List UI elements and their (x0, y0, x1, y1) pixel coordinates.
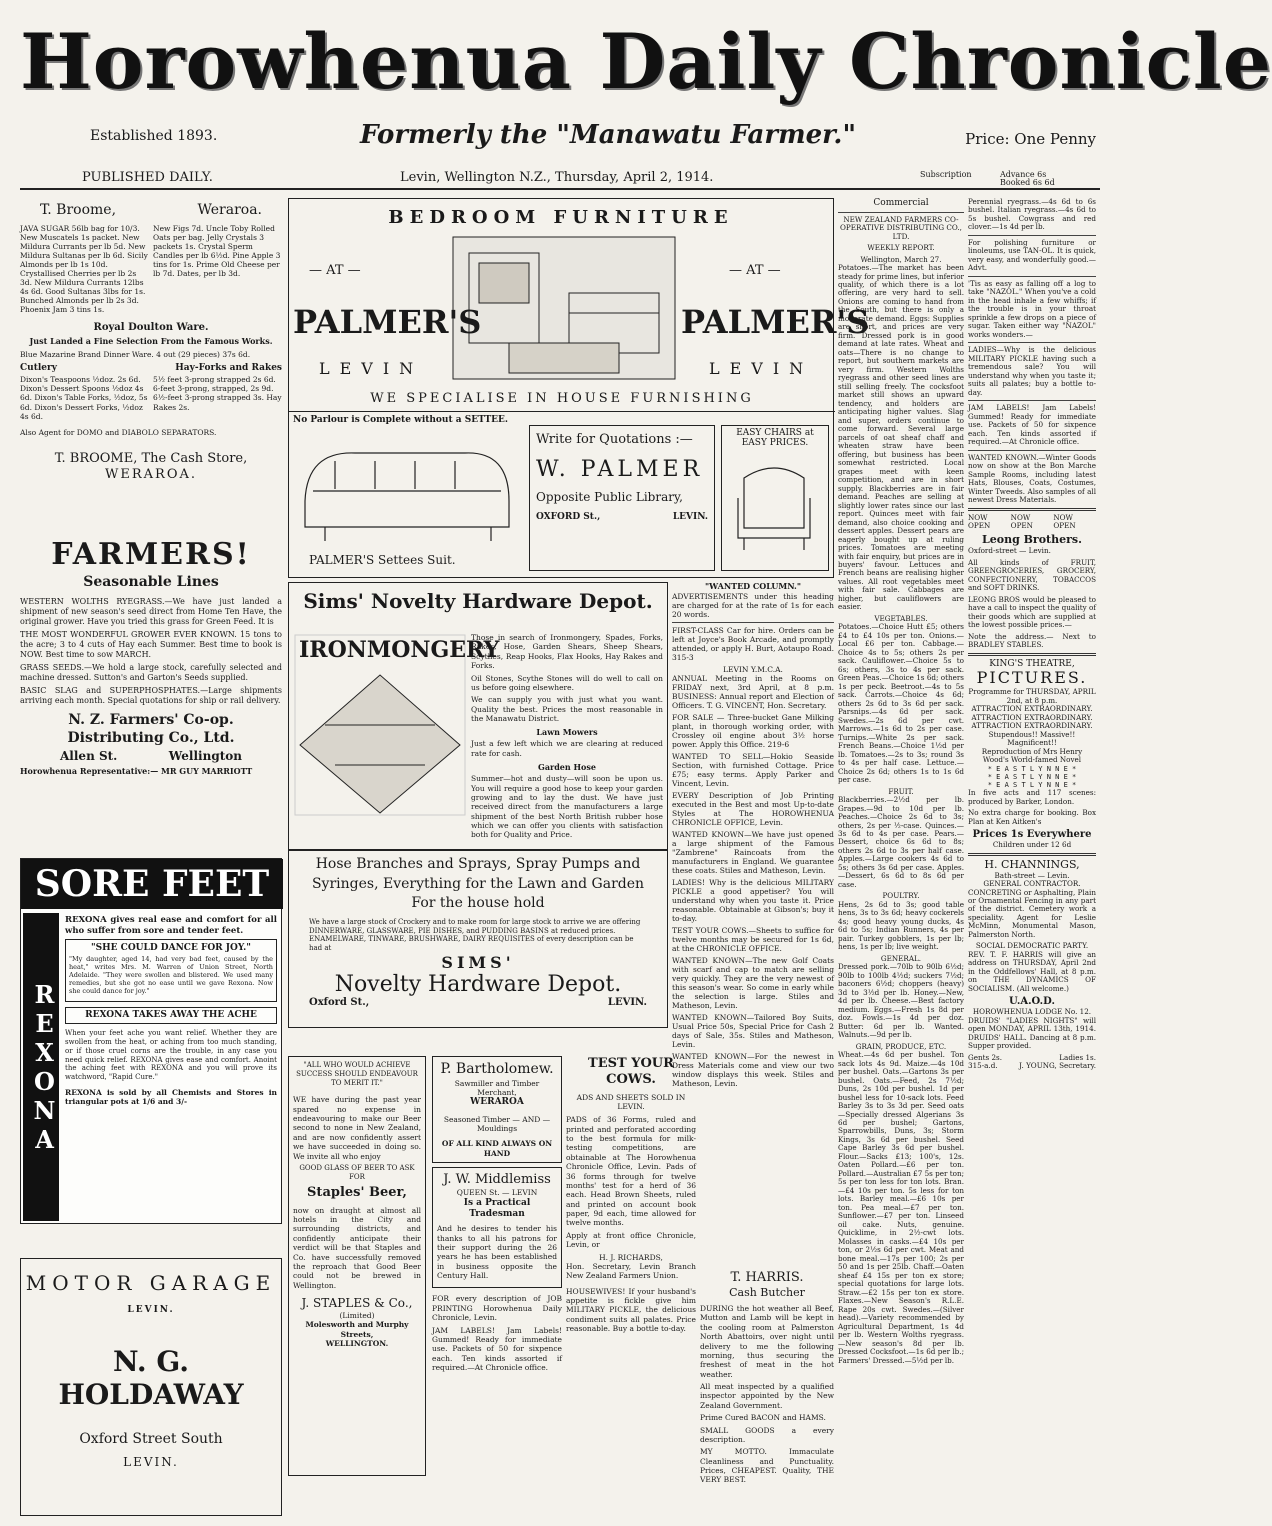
open-label: OPEN (968, 520, 991, 530)
gents-price: Gents 2s. (968, 1052, 1003, 1062)
fruit-heading: FRUIT. (888, 786, 914, 796)
general-heading: GENERAL. (880, 953, 922, 963)
wanted-item: LADIES! Why is the delicious MILITARY PICKLE a good appetiser? You will understand why when you taste it. Price reasonable. Obtainable at Gibson's; buy it to-day. (672, 877, 834, 923)
uaod-title: U.A.O.D. (1009, 996, 1055, 1008)
broome-place: Weraroa. (197, 202, 262, 218)
now-open (968, 514, 1011, 531)
rexona-advert (20, 858, 282, 1224)
contractor: GENERAL CONTRACTOR. (983, 879, 1081, 889)
palmer-opposite: Opposite Public Library, (536, 490, 683, 504)
palmer-advert (288, 198, 870, 578)
palmer-levin: LEVIN. (672, 512, 708, 522)
testcows-title: TEST YOUR COWS. (588, 1056, 674, 1088)
nazol-notice: 'Tis as easy as falling off a log to take "NAZOL." When you've a cold in the head inhale a few whiffs; if the trouble is in your throat sprinkle a few drops on a piece of sugar. Taken either way "NAZOL" works wonders.— (968, 278, 1096, 339)
testcows-richards: H. J. RICHARDS, (599, 1252, 663, 1262)
channings-name: H. CHANNINGS, (984, 857, 1080, 871)
east-lynne-line: * E A S T L Y N N E * (987, 781, 1077, 790)
far-right-rule (968, 450, 1096, 451)
sims-advert-lower (288, 850, 668, 1028)
bartholomew-advert (432, 1056, 562, 1163)
ladies-notice: LADIES—Why is the delicious MILITARY PICKLE having such a tremendous sale? You will understand why when you taste it; suits all palates; buy a bottle to-day. (968, 345, 1096, 397)
bartholomew-place: WERAROA (470, 1097, 524, 1108)
prices-everywhere: Prices 1s Everywhere (972, 829, 1092, 841)
far-right-rule (968, 400, 1096, 401)
wanted-item: WANTED TO SELL—Hokio Seaside Section, with furnished Cottage. Price £75; easy terms. Apply Parker and Vincent, Levin. (672, 751, 834, 788)
job-jam: JAM LABELS! Jam Labels! Gummed! Ready for immediate use. Packets of 50 for sixpence each. Ten kinds assorted if required.—At Chronicle office. (432, 1325, 562, 1372)
staples-addr: Molesworth and Murphy Streets, (305, 1320, 409, 1339)
druids-secretary: J. YOUNG, Secretary. (1019, 1061, 1096, 1071)
rexona-lead: REXONA gives real ease and comfort for all who suffer from sore and tender feet. (65, 915, 277, 936)
wanted-item: WANTED KNOWN—Tailored Boy Suits, Usual Price 50s, Special Price for Cash 2 days of Sale, 35s. Stiles and Matheson, Levin. (672, 1012, 834, 1049)
druids-footer (968, 1062, 1096, 1070)
now-label: NOW (1053, 512, 1073, 522)
palmer-at-right: — AT — (729, 263, 781, 278)
commercial-column (838, 198, 964, 1516)
children-price: Children under 12 6d (992, 840, 1072, 850)
mazarine-line: Blue Mazarine Brand Dinner Ware. 4 out (29 pieces) 37s 6d. (20, 350, 251, 359)
grain-heading: GRAIN, PRODUCE, ETC. (855, 1041, 947, 1051)
testcows-body: PADS of 36 Forms, ruled and printed and perforated according to the best formula for milk-testing competitions, are obtainable at The Horowhenua Chronicle Office, Levin. Pads of 36 forms through for twelve months' test for a herd of 36 each. Head Brown Sheets, ruled and printed on account book paper, 9d each, time allowed for twelve months. (566, 1115, 696, 1228)
pictures-title: PICTURES. (976, 668, 1088, 688)
broome-prices-right: New Figs 7d. Uncle Toby Rolled Oats per bag. Jelly Crystals 3 packets 1s. Crystal Sperm Candles per lb 6½d. Pine Apple 3 tins for 1s. Prime Old Cheese per lb 7d. Dates, per lb 3d. (153, 223, 281, 278)
palmer-name-left: PALMER'S (293, 303, 482, 341)
newspaper-masthead: Horowhenua Daily Chronicle (20, 17, 1272, 106)
broome-store: T. BROOME, The Cash Store, (54, 450, 248, 466)
staples-city: WELLINGTON. (325, 1339, 389, 1349)
published-daily: PUBLISHED DAILY. (82, 170, 213, 185)
palmer-write: Write for Quotations :— (536, 432, 693, 447)
established-date: Established 1893. (90, 128, 218, 144)
wanted-intro: ADVERTISEMENTS under this heading are charged for at the rate of 1s for each 20 words. (672, 591, 834, 619)
leong-txt: All kinds of FRUIT, GREENGROCERIES, GROCERY, CONFECTIONERY, TOBACCOS and SOFT DRINKS. (968, 557, 1096, 593)
subscription-booked: Booked 6s 6d (1000, 178, 1055, 187)
farmers-p1: WESTERN WOLTHS RYEGRASS.—We have just landed a shipment of new season's seed direct from Home Ten Have, the original grower. Have you tried this grass for Green Feed. It is (20, 597, 282, 626)
wanted-title: "WANTED COLUMN." (704, 581, 802, 591)
staples-brand: Staples' Beer, (307, 1185, 407, 1201)
sims-name: SIMS' (441, 952, 515, 972)
testcows-hon: Hon. Secretary, Levin Branch New Zealand Farmers Union. (566, 1261, 696, 1281)
middlemiss-advert (432, 1167, 562, 1288)
farmers-union: N. Z. Farmers' Co-op. Distributing Co., Ltd. (67, 712, 235, 746)
east-lynne-line: * E A S T L Y N N E * (987, 772, 1077, 781)
harris-address: REV. T. F. HARRIS will give an address on THURSDAY, April 2nd in the Oddfellows' Hall, at 8 p.m. on THE DYNAMICS OF SOCIALISM. (All welcome.) (968, 949, 1096, 993)
sims-title: Sims' Novelty Hardware Depot. (303, 589, 653, 613)
palmer-divider (289, 411, 835, 412)
staples-name: J. STAPLES & Co., (301, 1296, 413, 1310)
farmers-p2: THE MOST WONDERFUL GROWER EVER KNOWN. 15 tons to the acre; 3 to 4 cuts of Hay each Summer. Best time to book is NOW. Best time to sow MARCH. (20, 630, 282, 659)
palmer-heading: BEDROOM FURNITURE (388, 207, 734, 228)
garage-town: LEVIN. (123, 1455, 179, 1469)
palmer-town-right: LEVIN (709, 359, 814, 378)
middlemiss-name: J. W. Middlemiss (443, 1172, 551, 1187)
farmers-advert (20, 536, 282, 856)
far-right-double-rule (968, 508, 1096, 511)
broome-prices-left: JAVA SUGAR 56lb bag for 10/3. New Muscatels 1s packet. New Mildura Currants per lb 5d. New Mildura Sultanas per lb 6d. Sicily Almonds per lb 1s 10d. Crystallised Cherries per lb 2s 3d. New Mildura Currants 12lbs 4s 6d. Good Sultanas 3lbs for 1s. Bunched Almonds per lb 2s 3d. Phoenix Jam 3 tins 1s. (20, 223, 148, 314)
palmer-at-right-text: AT (746, 263, 764, 278)
staples-advert (288, 1056, 426, 1476)
broome-name: T. Broome, (40, 202, 117, 218)
formerly-tagline: Formerly the "Manawatu Farmer." (360, 120, 857, 150)
rexona-testimony: "My daughter, aged 14, had very bad feet, caused by the heat," writes Mrs. M. Warren of Union Street, North Adelaide. "They were swollen and blistered. We used many remedies, but she got no ease until we gave Rexona. Now she could dance for joy." (69, 954, 273, 995)
poultry-heading: POULTRY. (882, 891, 920, 901)
wellington-label: Wellington (168, 749, 242, 763)
wanted-item: FOR SALE — Three-bucket Gane Milking plant, in thorough working order, with Crossley oil engine about 3½ horse power. Apply this Office. 219-6 (672, 712, 834, 749)
test-cows-advert (566, 1056, 696, 1516)
leong-addr: Oxford-street — Levin. (968, 546, 1051, 556)
veg-heading: VEGETABLES. (874, 613, 928, 623)
bartholomew-name: P. Bartholomew. (440, 1061, 554, 1077)
harris-trade: Cash Butcher (729, 1286, 805, 1300)
hayforks-heading: Hay-Forks and Rakes (175, 363, 282, 374)
palmer-wname: W. PALMER (536, 457, 704, 482)
bartholomew-timber: Seasoned Timber — AND — Mouldings (443, 1114, 551, 1133)
garage-owner: N. G. HOLDAWAY (58, 1345, 244, 1411)
wanted-item: LEVIN Y.M.C.A. (723, 664, 783, 674)
polish-notice: For polishing furniture or linoleums, use TAN-OL. It is quick, very easy, and wonderfully good.—Advt. (968, 237, 1096, 273)
sims-hose-txt: Summer—hot and dusty—will soon be upon us. You will require a good hose to keep your garden growing and to lay the dust. We have just received direct from the manufacturers a large shipment of the best North British rubber hose which we can offer you clients with satisfaction both for Quality and Price. (471, 774, 663, 840)
palmer-easy: EASY CHAIRS at EASY PRICES. (736, 428, 814, 448)
garage-street: Oxford Street South (79, 1431, 223, 1447)
now-open-row (968, 514, 1096, 531)
now-open (1053, 514, 1096, 531)
doulton-sub: Just Landed a Fine Selection From the Famous Works. (29, 336, 273, 346)
open-label: OPEN (1053, 520, 1076, 530)
now-label: NOW (968, 512, 988, 522)
broome-store-place: WERAROA. (105, 467, 197, 483)
price-label: Price: One Penny (965, 130, 1096, 148)
now-label: NOW (1010, 512, 1031, 522)
far-right-column (968, 198, 1096, 1516)
palmer-parlour: No Parlour is Complete without a SETTEE. (293, 415, 509, 425)
motor-garage-advert (20, 1258, 282, 1516)
subscription-label: Subscription (920, 170, 972, 179)
staples-header: "ALL WHO WOULD ACHIEVE SUCCESS SHOULD ENDEAVOUR TO MERIT IT." (296, 1061, 418, 1087)
harris-motto: MY MOTTO. Immaculate Cleanliness and Punctuality. Prices, CHEAPEST. Quality, THE VERY BEST. (700, 1447, 834, 1485)
sims-advert (288, 582, 668, 850)
sims-big: Hose Branches and Sprays, Spray Pumps and Syringes, Everything for the Lawn and Garden For the house hold (311, 856, 645, 912)
bartholomew-all: OF ALL KIND ALWAYS ON HAND (441, 1139, 553, 1158)
palmer-name-right: PALMER'S (681, 303, 870, 341)
harris-bacon: Prime Cured BACON and HAMS. (700, 1413, 826, 1423)
commercial-weekly: WEEKLY REPORT. (867, 243, 935, 253)
druids-notice: DRUIDS' "LADIES NIGHTS" will open MONDAY, APRIL 13th, 1914. DRUIDS' HALL. Dancing at 8 p.m. Supper provided. (968, 1015, 1096, 1051)
poultry-lines: Hens, 2s 6d to 3s; good table hens, 3s to 3s 6d; heavy cockerels 4s; good heavy young ducks, 4s 6d to 5s; Indian Runners, 4s per pair. Turkey gobblers, 1s per lb; hens, 1s per lb; live weight. (838, 899, 964, 952)
wanted-winter: WANTED KNOWN.—Winter Goods now on show at the Bon Marche Sample Rooms, including latest Hats, Blouses, Coats, Costumes, Winter Tweeds. Also samples of all newest Dress Materials. (968, 452, 1096, 505)
wanted-item: EVERY Description of Job Printing executed in the Best and most Up-to-date Styles at The HOROWHENUA CHRONICLE OFFICE, Levin. (672, 790, 834, 827)
wanted-item: WANTED KNOWN—The new Golf Coats with scarf and cap to match are selling very quickly. They are the very newest of this season's wear. So come in early while the selection is large. Stiles and Matheson, Levin. (672, 955, 834, 1010)
job-house: HOUSEWIVES! If your husband's appetite is fickle give him MILITARY PICKLE, the delicious condiment suits all palates. Price reasonable. Buy a bottle to-day. (566, 1286, 696, 1334)
palmer-settees: PALMER'S Settees Suit. (309, 553, 456, 567)
wanted-column (672, 581, 834, 1088)
testcows-apply: Apply at front office Chronicle, Levin, or (566, 1230, 696, 1250)
wanted-rule (672, 622, 834, 623)
far-right-double-rule (968, 853, 1096, 856)
now-open (1011, 514, 1054, 531)
commercial-date: Wellington, March 27. (860, 254, 942, 264)
grain-lines: Wheat.—4s 6d per bushel. Ton sack lots 4s 9d. Maize.—4s 10d per bushel. Oats.—Gartons 3s per bushel. Oats.—Feed, 2s 7½d; Duns, 2s 10d per bushel. 1d per bushel less for 10-sack lots. Feed Barley 3s to 3s 3d per. Seed oats—Specially dressed Algerians 3s 6d per bushel; Gartons, Sparrowbills, Duns, 3s; Storm Kings, 3s 6d per bushel. Seed Cape Barley 3s 6d per bushel. Flour.—Sacks £13; 100's, 12s. Oaten Pollard.—£6 per ton. Pollard.—Australian £7 5s per ton; 5s per ton less for ton lots. Bran.—£4 10s per ton. 5s less for ton lots. Barley meal.—£6 10s per ton. Pea meal.—£7 per ton. Sunflower.—£7 per ton. Linseed oil cake. Nuts, genuine. Quicklime, in 2½-cwt lots. Molasses in casks.—£4 10s per ton, or 2½s 6d per cwt. Meat and bone meal.—17s per 100; 2s per 50 and 1s per 25lb. Chaff.—Oaten sheaf £4 15s per ton ex store; special quotations for large lots. Straw.—£2 15s per ton ex store. Flaxes.—New Season's R.L.E. Rape 20s cwt. Swedes.—(Silver head).—Variety recommended by Agricultural Department, 1s 4d per lb. Western Wolths ryegrass.—New season's 8d per lb. Dressed Cocksfoot.—1s 6d per lb.; Farmers' Dressed.—5½d per lb. (838, 1050, 964, 1365)
veg-lines: Potatoes.—Choice Hutt £5; others £4 to £4 10s per ton. Onions.—Local £6 per ton. Cabbage.—Choice 4s to 5s; others 2s per sack. Cauliflower.—Choice 5s to 6s; others, 3s to 4s per sack. Green Peas.—Choice 1s 6d; others 1s per peck. Beetroot.—4s to 5s sack. Carrots.—Choice 4s 6d; others 2s 6d to 3s 6d per sack. Parsnips.—4s 6d per sack. Swedes.—2s 6d per cwt. Marrows.—1s 6d to 2s per case. Turnips.—White 2s per sack. French Beans.—Choice 1½d per lb. Tomatoes.—2s to 3s; round 3s to 4s per half case. Lettuce.—Choice 2s 6d; others 1s to 1s 6d per case. (838, 622, 964, 785)
palmer-at-left-text: AT (326, 263, 344, 278)
kings-theatre: KING'S THEATRE, (989, 658, 1075, 669)
bath-street: Bath-street — Levin. (994, 870, 1070, 880)
staples-body: WE have during the past year spared no expense in endeavouring to make our Beer second to none in New Zealand, and are now confidently assert we have succeeded in doing so. We invite all who enjoy (293, 1095, 421, 1161)
sims-depot: Novelty Hardware Depot. (334, 971, 622, 997)
wanted-item: WANTED KNOWN—For the newest in Dress Materials come and view our two window displays this week. Stiles and Matheson, Levin. (672, 1051, 834, 1088)
garage-place: LEVIN. (127, 1305, 175, 1315)
subscription-advance: Advance 6s (1000, 170, 1047, 179)
rexona-quote: "SHE COULD DANCE FOR JOY." (90, 943, 251, 954)
leong-note: Note the address.— Next to BRADLEY STABLES. (968, 631, 1096, 650)
palmer-at-left: — AT — (309, 263, 361, 278)
general-lines: Dressed pork.—70lb to 90lb 6½d; 90lb to 100lb 4½d; suckers 7½d; baconers 6½d; choppers (heavy) 3d to 3½d per lb. Honey.—New, 4d per lb. Cheese.—Best factory medium. Eggs.—Fresh 1s 8d per doz. Fowls.—1s 4d per doz. Butter: 6d per lb. Wanted. Walnuts.—9d per lb. (838, 962, 964, 1040)
allen-street: Allen St. (60, 749, 118, 763)
far-right-rule (968, 235, 1096, 236)
job-print: FOR every description of JOB PRINTING Horowhenua Daily Chronicle, Levin. (432, 1294, 562, 1323)
sims-mowers: Lawn Mowers (536, 727, 598, 738)
palmer-oxford: OXFORD St., (536, 512, 601, 522)
wanted-item: TEST YOUR COWS.—Sheets to suffice for twelve months may be secured for 1s 6d, at the CHRONICLE OFFICE. (672, 925, 834, 953)
fork-lines: 5½ feet 3-prong strapped 2s 6d. 6-feet 3-prong, strapped, 2s 9d. 6½-feet 3-prong strapped 3s. Hay Rakes 2s. (153, 374, 282, 412)
commercial-title: Commercial (873, 198, 929, 208)
bartholomew-trade: Sawmiller and Timber Merchant, (454, 1078, 540, 1097)
commercial-report: Potatoes.—The market has been steady for prime lines, but inferior quality, of which there is a lot offering, are very hard to sell. Onions are coming to hand from the South, but there is only a moderate demand. Eggs: Supplies are short, and prices are very firm. Dressed pork is in good demand at late rates. Wheat and oats—There is no change to report, but southern markets are very firm. Western Wolths ryegrass and other seed lines are still selling freely. The cocksfoot market still shows an upward tendency, and holders are anticipating higher values. Slag and super, orders continue to come forward. Several large parcels of oat sheaf chaff and wheaten straw have been offering, but business has been somewhat restricted. Local grapes meet with keen competition, and are in short supply. Blackberries are in fair demand. Peaches are selling at slightly lower rates since our last report. Quinces meet with fair demand, also choice cooking and dessert apples. Dessert pears are eagerly bought up at ruling prices. Tomatoes are meeting with fair enquiry, but prices are in buyers' favour. Lettuces and French beans are realising higher values. All root vegetables meet with fair sale. Cabbages are higher, but cauliflowers are easier. (838, 263, 964, 612)
harris-butcher-advert (700, 1270, 834, 1516)
leong-title: Leong Brothers. (982, 533, 1082, 547)
stupendous: Stupendous!! Massive!! Magnificent!! (988, 729, 1076, 748)
farmers-p4: BASIC SLAG and SUPERPHOSPHATES.—Large shipments arriving each month. Special quotations for ship or rail delivery. (20, 686, 282, 705)
doulton-title: Royal Doulton Ware. (93, 321, 209, 333)
booking: No extra charge for booking. Box Plan at Ken Aitken's (968, 808, 1096, 826)
commercial-org: NEW ZEALAND FARMERS CO-OPERATIVE DISTRIBUTING CO., LTD. (840, 214, 962, 241)
ladies-price: Ladies 1s. (1059, 1052, 1096, 1062)
palmer-quote-box (529, 425, 715, 571)
fruit-lines: Blackberries.—2½d per lb. Grapes.—9d to 10d per lb. Peaches.—Choice 2s 6d to 3s; others, 2s per ½-case. Quinces.—3s 6d to 4s per case. Pears.—Dessert, choice 6s 6d to 8s; others 2s 6d to 3s per half case. Apples.—Large cookers 4s 6d to 5s; others 3s 6d per case. Apples.—Dessert, 6s 6d to 8s 6d per case. (838, 795, 964, 889)
rexona-banner: REXONA TAKES AWAY THE ACHE (65, 1007, 277, 1024)
harris-insp: All meat inspected by a qualified inspector appointed by the New Zealand Government. (700, 1382, 834, 1410)
sims-supply: We can supply you with just what you want. Quality the best. Prices the most reasonable in the Manawatu District. (471, 695, 663, 723)
sims-oxford: Oxford St., (309, 996, 370, 1008)
bedroom-illustration (449, 233, 679, 383)
palmer-specialise: WE SPECIALISE IN HOUSE FURNISHING (370, 391, 754, 406)
far-right-rule (968, 342, 1096, 343)
farmers-title: FARMERS! (51, 537, 251, 572)
settee-illustration (295, 431, 519, 547)
harris-goods: SMALL GOODS a every description. (700, 1425, 834, 1444)
wanted-item: WANTED KNOWN—We have just opened a large shipment of the Famous "Zambrene" Raincoats from the manufacturers in England. We guarantee these coats. Stiles and Matheson, Levin. (672, 829, 834, 875)
acts: In five acts and 117 scenes: produced by Barker, London. (968, 788, 1096, 806)
testcows-sub: ADS AND SHEETS SOLD IN LEVIN. (576, 1092, 686, 1111)
palmer-town-left: LEVIN (319, 359, 424, 378)
rexona-body: When your feet ache you want relief. Whether they are swollen from the heat, or aching from too much standing, or if those cruel corns are the trouble, in any case you need quick relief. REXONA gives ease and comfort. Anoint the aching feet with REXONA and you will prove its watchword, "Rapid Cure." (65, 1029, 277, 1082)
sims-mowers-txt: Just a few left which we are clearing at reduced rate for cash. (471, 739, 663, 758)
rexona-sold: REXONA is sold by all Chemists and Stores in triangular pots at 1/6 and 3/- (65, 1087, 277, 1107)
wanted-item: ANNUAL Meeting in the Rooms on FRIDAY next, 3rd April, at 8 p.m. BUSINESS: Annual report and Election of Officers. T. G. VINCENT, Hon. Secretary. (672, 673, 834, 710)
jam-notice: JAM LABELS! Jam Labels! Gummed! Ready for immediate use. Packets of 50 for sixpence each. Ten kinds assorted if required.—At Chronicle office. (968, 403, 1096, 447)
ironmongery-label: IRONMONGERY (299, 637, 500, 663)
cutlery-heading: Cutlery (20, 363, 57, 374)
middlemiss-town: QUEEN St. — LEVIN (456, 1188, 538, 1198)
dateline-bar (20, 168, 1100, 190)
farmers-sub: Seasonable Lines (83, 573, 219, 590)
cutlery-lines: Dixon's Teaspoons ½doz. 2s 6d. Dixon's Dessert Spoons ½doz 4s 6d. Dixon's Table Forks, ½doz, 5s 6d. Dixon's Dessert Forks, ½doz 4s 6d. (20, 374, 148, 422)
leong-p: LEONG BROS would be pleased to have a call to inspect the quality of their goods which are supplied at the lowest possible prices.— (968, 594, 1096, 630)
staples-ltd: (Limited) (339, 1311, 375, 1320)
concreting: CONCRETING or Asphalting, Plain or Ornamental Fencing in any part of the district. Cemetery work a speciality. Agent for Leslie McMinn, Monumental Mason, Palmerston North. (968, 887, 1096, 939)
broome-advert (20, 198, 282, 533)
farmers-p3: GRASS SEEDS.—We hold a large stock, carefully selected and machine dressed. Sutton's and Garton's Seeds supplied. (20, 663, 282, 682)
garage-title: MOTOR GARAGE (25, 1271, 277, 1295)
druids-ref: 315-a.d. (968, 1061, 998, 1071)
east-lynne-line: * E A S T L Y N N E * (987, 764, 1077, 773)
reproduction: Reproduction of Mrs Henry Wood's World-famed Novel (981, 746, 1083, 765)
issue-date: Levin, Wellington N.Z., Thursday, April 2, 1914. (400, 170, 714, 185)
rexona-title: SORE FEET (21, 859, 283, 909)
staples-body2: now on draught at almost all hotels in the City and surrounding districts, and confidently anticipate their verdict will be that Staples and Co. have successfully removed the reproach that Good Beer could not be brewed in Wellington. (293, 1205, 421, 1290)
sims-levin: LEVIN. (607, 996, 647, 1008)
harris-name: T. HARRIS. (730, 1270, 804, 1285)
harris-body: DURING the hot weather all Beef, Mutton and Lamb will be kept in the cooling room at Palmerston North Abattoirs, over night until delivery to me the following morning, thus securing the freshest of meat in the hot weather. (700, 1304, 834, 1379)
far-right-rule (968, 276, 1096, 277)
attraction: ATTRACTION EXTRAORDINARY. ATTRACTION EXTRAORDINARY. ATTRACTION EXTRAORDINARY. (971, 704, 1093, 731)
farmers-rep: Horowhenua Representative:— MR GUY MARRIOTT (20, 766, 253, 776)
middlemiss-body: And he desires to tender his thanks to all his patrons for their support during the 26 years he has been established in business opposite the Century Hall. (437, 1224, 557, 1280)
armchair-illustration (724, 448, 824, 556)
programme: Programme for THURSDAY, APRIL 2nd, at 8 p.m. (968, 687, 1096, 705)
seed-prices: Perennial ryegrass.—4s 6d to 6s bushel. Italian ryegrass.—4s 6d to 5s bushel. Cowgrass and red clover.—1s 4d per lb. (968, 197, 1096, 232)
open-label: OPEN (1010, 520, 1033, 530)
rexona-vertical: REXONA (23, 913, 59, 1221)
sims-intro: Those in search of Ironmongery, Spades, Forks, Rakes, Hose, Garden Shears, Sheep Shears, Scythes, Reap Hooks, Flax Hooks, Hay Rakes and Forks. (471, 633, 663, 671)
commercial-rule (838, 212, 964, 213)
sims-crockery: We have a large stock of Crockery and to make room for large stock to arrive we are offering DINNERWARE, GLASSWARE, PIE DISHES, and PUDDING BASINS at reduced prices. ENAMELWARE, TINWARE, BRUSHWARE, DAIRY REQUISITES of every description can be had at (309, 917, 641, 953)
masthead-subrow (20, 118, 1100, 158)
social-party: SOCIAL DEMOCRATIC PARTY. (975, 941, 1089, 951)
staples-good: GOOD GLASS OF BEER TO ASK FOR (299, 1163, 415, 1181)
sims-oil: Oil Stones, Scythe Stones will do well to call on us before going elsewhere. (471, 673, 663, 692)
palmer-easy-box (721, 425, 829, 571)
uaod-lodge: HOROWHENUA LODGE No. 12. (972, 1007, 1092, 1017)
separator-agent: Also Agent for DOMO and DIABOLO SEPARATORS. (20, 427, 217, 437)
far-right-double-rule (968, 653, 1096, 656)
middle-lower-column (432, 1056, 562, 1516)
wanted-item: FIRST-CLASS Car for hire. Orders can be left at Joyce's Book Arcade, and promptly attended, or apply H. Burt, Aotaupo Road. 315-3 (672, 625, 834, 662)
sims-hose: Garden Hose (537, 762, 596, 773)
middlemiss-practical: Is a Practical Tradesman (463, 1197, 531, 1219)
